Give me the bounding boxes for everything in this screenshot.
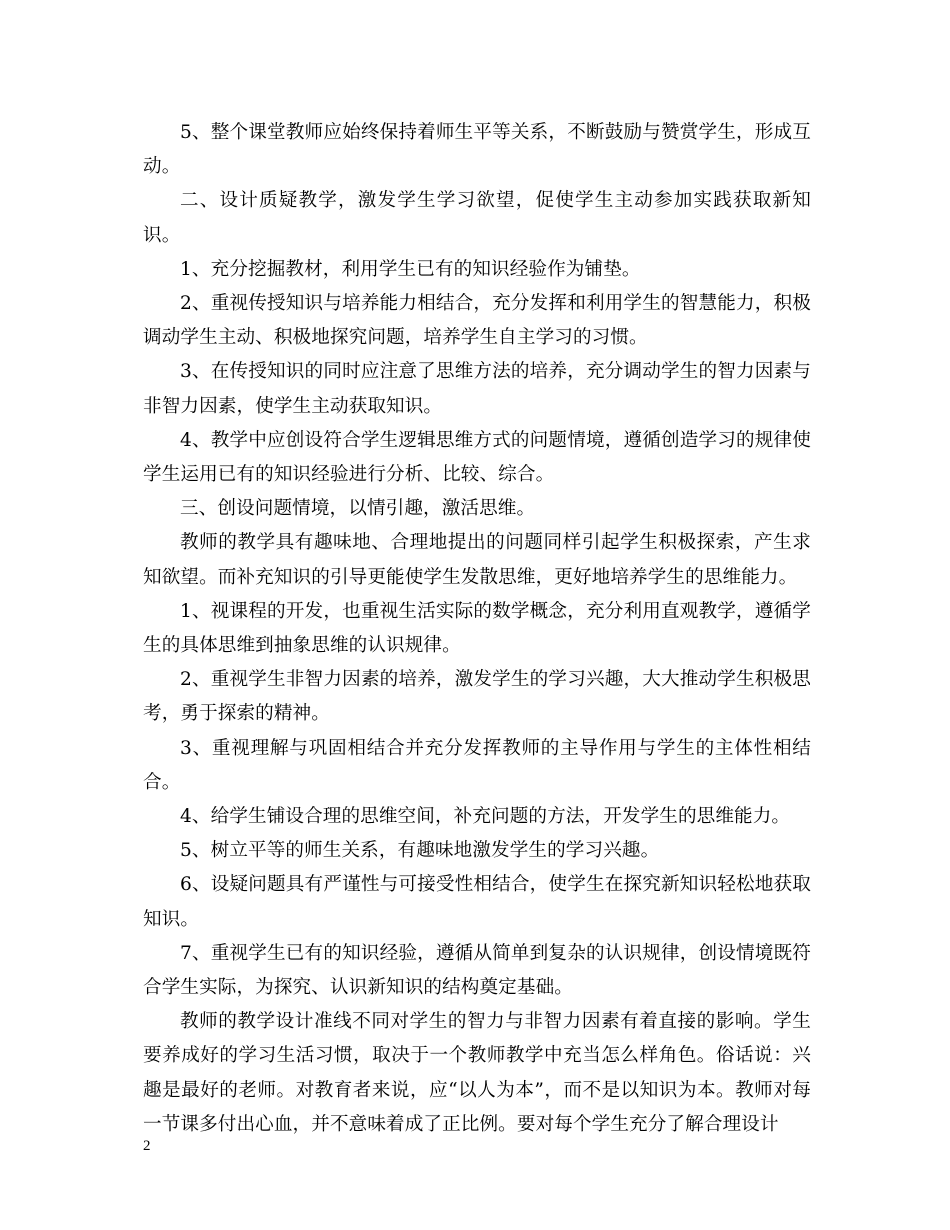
paragraph: 1、充分挖掘教材，利用学生已有的知识经验作为铺垫。 [180, 258, 641, 280]
paragraph: 1、视课程的开发，也重视生活实际的数学概念，充分利用直观教学，遵循学生的具体思维到抽象思维的认识规律。 [143, 600, 811, 657]
paragraph: 2、重视传授知识与培养能力相结合，充分发挥和利用学生的智慧能力，积极调动学生主动、积极地探究问题，培养学生自主学习的习惯。 [143, 293, 811, 349]
paragraph: 教师的教学设计准线不同对学生的智力与非智力因素有着直接的影响。学生要养成好的学习生活习惯，取决于一个教师教学中充当怎么样角色。俗话说：兴趣是最好的老师。对教育者来说，应“以人为本”，而不是以知识为本。教师对每一节课多付出心血，并不意味着成了正比例。要对每个学生充分了解合理设计 [143, 1011, 811, 1135]
paragraph: 4、教学中应创设符合学生逻辑思维方式的问题情境，遵循创造学习的规律使学生运用已有的知识经验进行分析、比较、综合。 [143, 429, 811, 486]
section-heading: 三、创设问题情境，以情引趣，激活思维。 [180, 498, 536, 520]
paragraph: 4、给学生铺设合理的思维空间，补充问题的方法，开发学生的思维能力。 [180, 806, 791, 828]
paragraph: 教师的教学具有趣味地、合理地提出的问题同样引起学生积极探索，产生求知欲望。而补充知识的引导更能使学生发散思维，更好地培养学生的思维能力。 [143, 532, 811, 588]
paragraph: 3、重视理解与巩固相结合并充分发挥教师的主导作用与学生的主体性相结合。 [143, 737, 811, 793]
paragraph: 5、树立平等的师生关系，有趣味地激发学生的学习兴趣。 [180, 840, 660, 862]
paragraph: 3、在传授知识的同时应注意了思维方法的培养，充分调动学生的智力因素与非智力因素，使学生主动获取知识。 [143, 361, 811, 417]
paragraph: 2、重视学生非智力因素的培养，激发学生的学习兴趣，大大推动学生积极思考，勇于探索的精神。 [143, 669, 811, 725]
paragraph: 7、重视学生已有的知识经验，遵循从简单到复杂的认识规律，创设情境既符合学生实际，为探究、认识新知识的结构奠定基础。 [143, 942, 811, 999]
page-number: 2 [143, 1138, 151, 1154]
document-body [143, 116, 811, 1142]
paragraph: 5、整个课堂教师应始终保持着师生平等关系，不断鼓励与赞赏学生，形成互动。 [143, 122, 811, 178]
section-heading: 二、设计质疑教学，激发学生学习欲望，促使学生主动参加实践获取新知识。 [143, 190, 811, 246]
paragraph: 6、设疑问题具有严谨性与可接受性相结合，使学生在探究新知识轻松地获取知识。 [143, 874, 811, 930]
